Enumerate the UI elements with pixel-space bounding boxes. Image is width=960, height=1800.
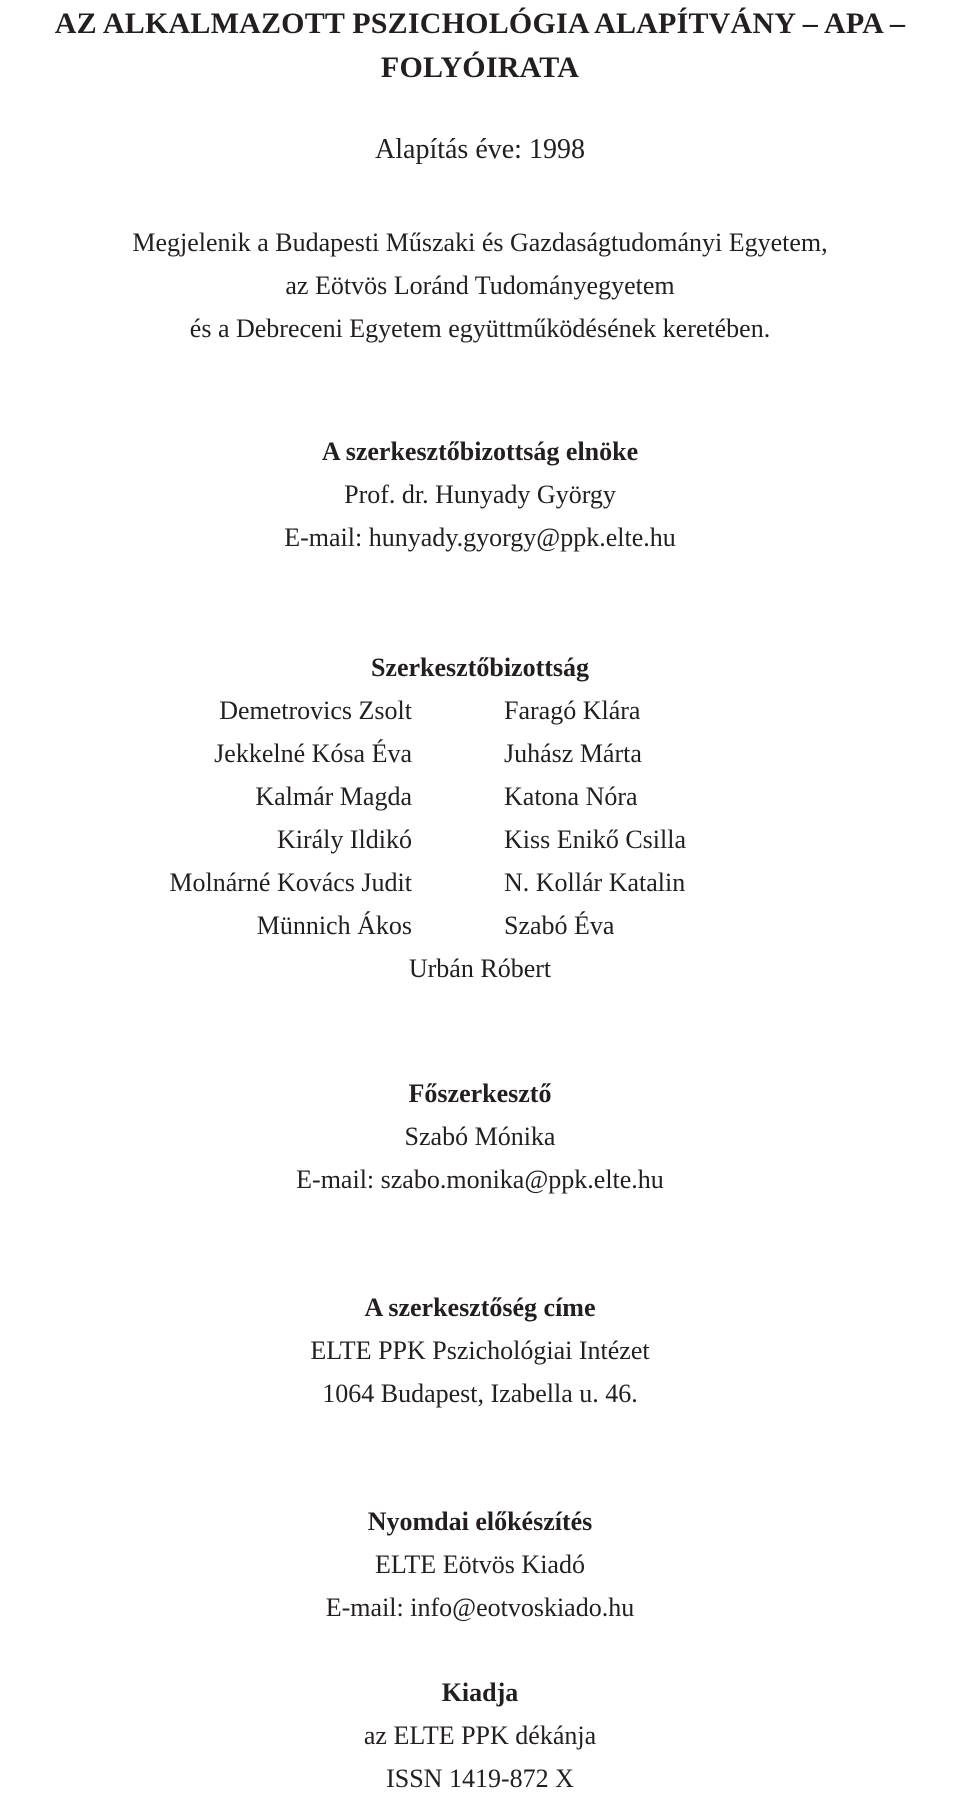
board-member: Kiss Enikő Csilla <box>504 825 687 854</box>
editorial-board-left-column <box>169 689 412 947</box>
board-chair-section <box>0 430 960 559</box>
prepress-section <box>0 1500 960 1629</box>
board-member: Münnich Ákos <box>256 911 412 940</box>
editorial-office-institute: ELTE PPK Pszichológiai Intézet <box>310 1336 650 1365</box>
board-member: Demetrovics Zsolt <box>219 696 412 725</box>
editor-in-chief-name: Szabó Mónika <box>404 1122 556 1151</box>
editorial-office-section <box>0 1286 960 1415</box>
publication-note-line-2: az Eötvös Loránd Tudományegyetem <box>285 271 675 300</box>
board-member: Katona Nóra <box>504 782 638 811</box>
publication-note <box>0 221 960 350</box>
editorial-office-heading: A szerkesztőség címe <box>364 1293 596 1322</box>
board-member: N. Kollár Katalin <box>504 868 686 897</box>
founding-year: Alapítás éve: 1998 <box>375 134 585 165</box>
board-member-centered: Urbán Róbert <box>408 954 552 983</box>
board-member: Juhász Márta <box>504 739 642 768</box>
journal-title-line-2: FOLYÓIRATA <box>380 51 580 84</box>
publisher-section <box>0 1671 960 1800</box>
editorial-board-members <box>0 689 960 947</box>
journal-title <box>0 2 960 90</box>
board-member: Jekkelné Kósa Éva <box>214 739 412 768</box>
publisher-name: az ELTE PPK dékánja <box>363 1721 597 1750</box>
editor-in-chief-email: E-mail: szabo.monika@ppk.elte.hu <box>296 1165 664 1194</box>
prepress-email: E-mail: info@eotvoskiado.hu <box>325 1593 635 1622</box>
editorial-board-section <box>0 646 960 990</box>
board-chair-email: E-mail: hunyady.gyorgy@ppk.elte.hu <box>284 523 676 552</box>
board-member: Szabó Éva <box>504 911 615 940</box>
prepress-heading: Nyomdai előkészítés <box>367 1507 593 1536</box>
journal-title-line-1: AZ ALKALMAZOTT PSZICHOLÓGIA ALAPÍTVÁNY – APA – <box>54 7 906 40</box>
editor-in-chief-section <box>0 1072 960 1201</box>
editorial-board-right-column <box>504 689 686 947</box>
board-member: Kalmár Magda <box>255 782 412 811</box>
issn-number: ISSN 1419-872 X <box>386 1764 574 1793</box>
editorial-board-heading: Szerkesztőbizottság <box>370 653 590 682</box>
prepress-publisher: ELTE Eötvös Kiadó <box>375 1550 585 1579</box>
board-chair-heading: A szerkesztőbizottság elnöke <box>321 437 639 466</box>
editorial-office-address: 1064 Budapest, Izabella u. 46. <box>322 1379 638 1408</box>
board-member: Faragó Klára <box>504 696 641 725</box>
board-member: Molnárné Kovács Judit <box>169 868 412 897</box>
editor-in-chief-heading: Főszerkesztő <box>408 1079 552 1108</box>
publication-note-line-1: Megjelenik a Budapesti Műszaki és Gazdaságtudományi Egyetem, <box>132 228 828 257</box>
board-member: Király Ildikó <box>276 825 412 854</box>
publication-note-line-3: és a Debreceni Egyetem együttműködésének keretében. <box>189 314 771 343</box>
board-chair-name: Prof. dr. Hunyady György <box>344 480 616 509</box>
publisher-heading: Kiadja <box>441 1678 519 1707</box>
